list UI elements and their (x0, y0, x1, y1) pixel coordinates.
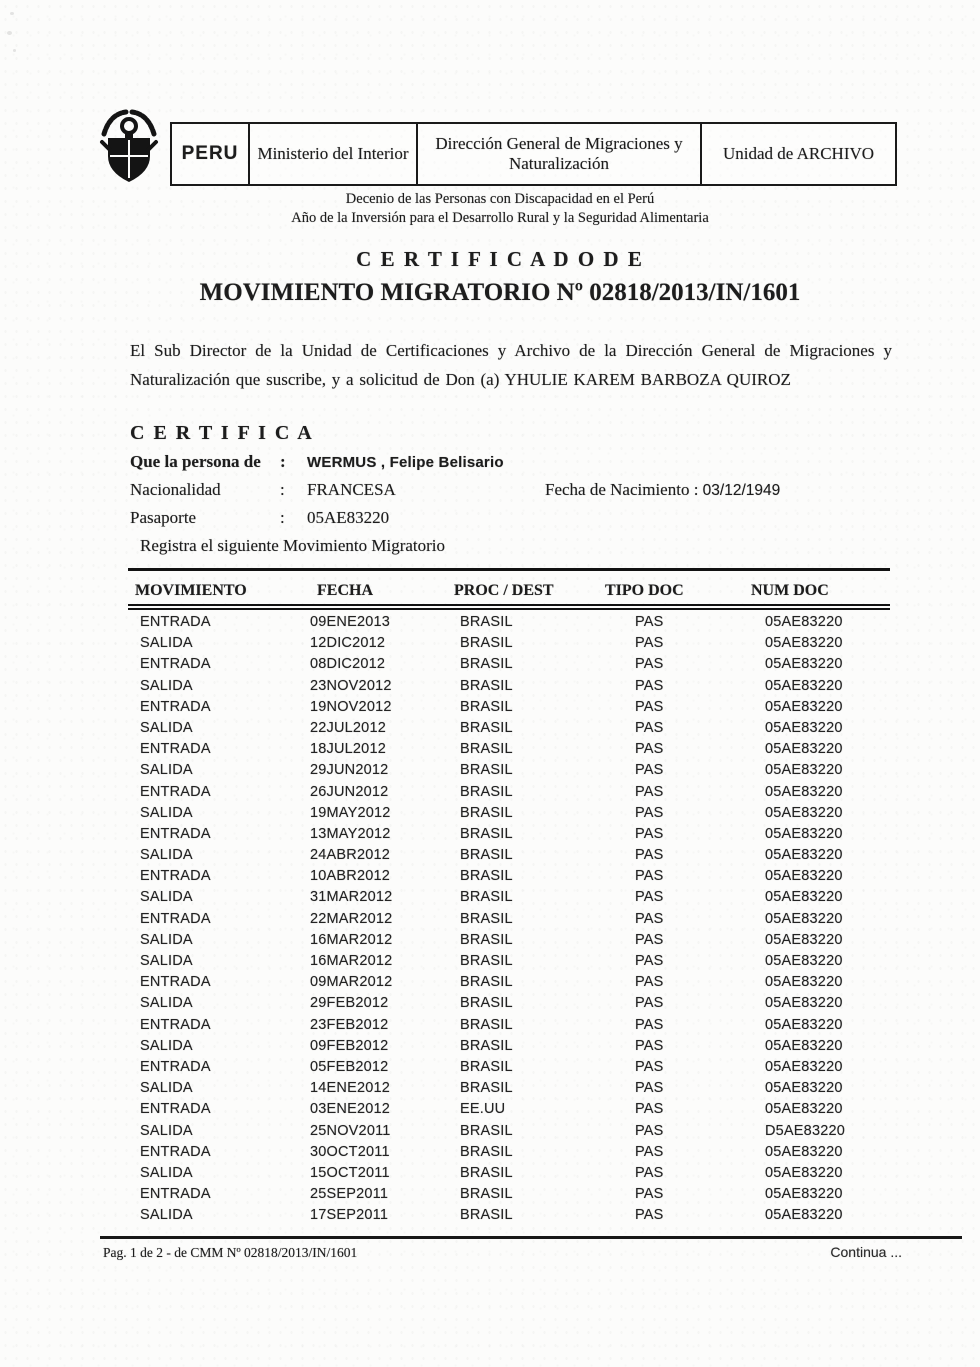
table-cell: SALIDA (140, 995, 193, 1012)
table-row (128, 1015, 890, 1036)
table-cell: PAS (635, 698, 664, 715)
table-row (128, 845, 890, 866)
table-cell: PAS (635, 868, 664, 885)
table-cell: PAS (635, 635, 664, 652)
table-cell: PAS (635, 847, 664, 864)
birthdate-label: Fecha de Nacimiento : (545, 480, 699, 499)
table-cell: 26JUN2012 (310, 783, 389, 800)
table-row (128, 1036, 890, 1057)
table-cell: BRASIL (460, 614, 513, 630)
movement-table-header (128, 577, 890, 604)
table-cell: ENTRADA (140, 910, 211, 927)
table-cell: BRASIL (460, 1058, 513, 1075)
table-cell: 05AE83220 (765, 1037, 843, 1054)
letterhead-cell-ministry: Ministerio del Interior (248, 124, 416, 184)
table-cell: BRASIL (460, 1143, 513, 1160)
table-cell: BRASIL (460, 741, 513, 758)
table-cell: BRASIL (460, 995, 513, 1012)
table-row (128, 633, 890, 654)
table-cell: 05AE83220 (765, 910, 843, 927)
table-row (128, 993, 890, 1014)
table-cell: 09FEB2012 (310, 1037, 389, 1054)
table-cell: 05AE83220 (765, 995, 843, 1012)
footer-page-info: Pag. 1 de 2 - de CMM Nº 02818/2013/IN/1601 (103, 1245, 358, 1260)
table-top-rule (128, 568, 890, 571)
colon-separator: : (280, 508, 285, 527)
table-cell: ENTRADA (140, 1186, 211, 1203)
table-cell: PAS (635, 762, 664, 779)
table-cell: BRASIL (460, 1164, 513, 1181)
table-cell: 30OCT2011 (310, 1143, 390, 1160)
table-cell: SALIDA (140, 762, 193, 779)
passport-line (130, 508, 389, 528)
table-cell: ENTRADA (140, 1101, 211, 1118)
table-cell: 05AE83220 (765, 1058, 843, 1075)
table-row (128, 1142, 890, 1163)
certificate-title-line1: C E R T I F I C A D O D E (356, 247, 644, 271)
col-header-fecha: FECHA (317, 582, 373, 599)
scan-artifact (13, 49, 16, 52)
table-cell: 05AE83220 (765, 1207, 843, 1224)
table-cell: BRASIL (460, 1186, 513, 1203)
table-cell: PAS (635, 931, 664, 948)
col-header-num-doc: NUM DOC (751, 582, 829, 599)
table-cell: 05AE83220 (765, 741, 843, 758)
table-cell: 05AE83220 (765, 804, 843, 821)
table-cell: ENTRADA (140, 1016, 211, 1033)
table-cell: BRASIL (460, 783, 513, 800)
table-cell: PAS (635, 1143, 664, 1160)
table-cell: ENTRADA (140, 974, 211, 991)
table-cell: PAS (635, 1122, 664, 1139)
registers-line: Registra el siguiente Movimiento Migratorio (140, 536, 446, 555)
table-cell: BRASIL (460, 1080, 513, 1097)
table-cell: 05AE83220 (765, 931, 843, 948)
movement-rows (128, 612, 890, 1226)
table-cell: ENTRADA (140, 741, 211, 758)
table-cell: SALIDA (140, 719, 193, 736)
table-cell: ENTRADA (140, 656, 211, 673)
table-cell: SALIDA (140, 1122, 193, 1139)
table-row (128, 1099, 890, 1120)
colon-separator: : (280, 452, 286, 471)
table-cell: PAS (635, 1164, 664, 1181)
birthdate-line (545, 480, 780, 500)
table-row (128, 972, 890, 993)
table-cell: PAS (635, 1016, 664, 1033)
nationality-line (130, 480, 396, 500)
table-cell: 14ENE2012 (310, 1080, 390, 1097)
scan-artifact (10, 12, 14, 15)
table-cell: SALIDA (140, 804, 193, 821)
table-cell: SALIDA (140, 1207, 193, 1224)
table-cell: 05AE83220 (765, 847, 843, 864)
table-cell: ENTRADA (140, 783, 211, 800)
table-cell: BRASIL (460, 953, 513, 969)
table-cell: 05AE83220 (765, 783, 843, 800)
table-cell: SALIDA (140, 889, 193, 906)
table-cell: BRASIL (460, 762, 513, 779)
table-cell: BRASIL (460, 931, 513, 948)
table-row (128, 866, 890, 887)
table-cell: 15OCT2011 (310, 1164, 390, 1181)
table-cell: 05AE83220 (765, 889, 843, 906)
table-cell: ENTRADA (140, 698, 211, 715)
footer-rule (100, 1236, 962, 1239)
table-cell: BRASIL (460, 847, 513, 864)
table-cell: 16MAR2012 (310, 931, 393, 948)
letterhead-cell-peru: PERU (181, 143, 239, 164)
colon-separator: : (280, 480, 285, 499)
table-cell: PAS (635, 889, 664, 906)
person-label: Que la persona de (130, 452, 261, 471)
table-cell: 05AE83220 (765, 1186, 843, 1203)
table-cell: 05AE83220 (765, 953, 843, 969)
table-cell: 05AE83220 (765, 825, 843, 842)
table-cell: SALIDA (140, 1080, 193, 1097)
table-row (128, 1121, 890, 1142)
table-cell: BRASIL (460, 656, 513, 673)
table-row (128, 909, 890, 930)
table-cell: 29FEB2012 (310, 995, 389, 1012)
table-cell: 13MAY2012 (310, 825, 391, 842)
person-line (130, 452, 504, 472)
table-cell: SALIDA (140, 1164, 193, 1181)
col-header-proc-dest: PROC / DEST (454, 582, 554, 599)
table-cell: 19MAY2012 (310, 804, 391, 821)
col-header-movimiento: MOVIMIENTO (135, 582, 247, 599)
letterhead-cell-direccion: Dirección General de Migraciones y Naturalización (416, 124, 700, 184)
table-cell: 05AE83220 (765, 1080, 843, 1097)
table-cell: PAS (635, 614, 664, 630)
table-cell: SALIDA (140, 1037, 193, 1054)
table-cell: BRASIL (460, 889, 513, 906)
table-cell: 05AE83220 (765, 1143, 843, 1160)
birthdate-value: 03/12/1949 (702, 482, 781, 499)
motto-line-2: Año de la Inversión para el Desarrollo Rural y la Seguridad Alimentaria (291, 210, 709, 226)
table-cell: 24ABR2012 (310, 847, 390, 864)
table-cell: 05AE83220 (765, 868, 843, 885)
table-cell: 25NOV2011 (310, 1122, 391, 1139)
table-cell: PAS (635, 825, 664, 842)
table-cell: SALIDA (140, 847, 193, 864)
table-cell: BRASIL (460, 804, 513, 821)
table-cell: PAS (635, 1186, 664, 1203)
table-cell: 05AE83220 (765, 656, 843, 673)
table-cell: 09ENE2013 (310, 614, 390, 630)
table-row (128, 739, 890, 760)
table-cell: BRASIL (460, 719, 513, 736)
table-cell: 05AE83220 (765, 635, 843, 652)
table-row (128, 612, 890, 633)
table-cell: BRASIL (460, 698, 513, 715)
nationality-label: Nacionalidad (130, 480, 221, 499)
table-cell: 08DIC2012 (310, 656, 386, 673)
table-row (128, 1078, 890, 1099)
table-cell: 22MAR2012 (310, 910, 393, 927)
table-cell: PAS (635, 656, 664, 673)
table-cell: BRASIL (460, 1207, 513, 1224)
table-cell: 05AE83220 (765, 974, 843, 991)
table-cell: 17SEP2011 (310, 1207, 389, 1224)
table-cell: PAS (635, 1080, 664, 1097)
table-cell: BRASIL (460, 635, 513, 652)
col-header-tipo-doc: TIPO DOC (605, 582, 684, 599)
table-cell: PAS (635, 953, 664, 969)
certifica-heading: C E R T I F I C A (130, 422, 314, 444)
table-row (128, 951, 890, 972)
motto-line-1: Decenio de las Personas con Discapacidad en el Perú (345, 191, 655, 207)
table-cell: PAS (635, 741, 664, 758)
table-row (128, 930, 890, 951)
table-cell: 05FEB2012 (310, 1058, 389, 1075)
table-cell: PAS (635, 1058, 664, 1075)
table-cell: SALIDA (140, 953, 193, 969)
table-cell: 12DIC2012 (310, 635, 386, 652)
table-cell: BRASIL (460, 868, 513, 885)
table-row (128, 887, 890, 908)
table-cell: ENTRADA (140, 868, 211, 885)
table-cell: ENTRADA (140, 1143, 211, 1160)
table-cell: ENTRADA (140, 825, 211, 842)
table-cell: SALIDA (140, 677, 193, 694)
table-cell: SALIDA (140, 931, 193, 948)
passport-label: Pasaporte (130, 508, 197, 527)
table-row (128, 1205, 890, 1226)
table-row (128, 676, 890, 697)
nationality-value: FRANCESA (307, 480, 396, 499)
table-cell: BRASIL (460, 1122, 513, 1139)
scan-artifact (7, 31, 12, 35)
table-cell: PAS (635, 1101, 664, 1118)
table-cell: 05AE83220 (765, 719, 843, 736)
table-cell: 29JUN2012 (310, 762, 389, 779)
table-cell: PAS (635, 995, 664, 1012)
table-row (128, 1163, 890, 1184)
person-name-value: WERMUS , Felipe Belisario (307, 454, 504, 471)
table-cell: SALIDA (140, 635, 193, 652)
table-row (128, 718, 890, 739)
table-cell: BRASIL (460, 677, 513, 694)
table-cell: D5AE83220 (765, 1122, 845, 1139)
table-cell: 05AE83220 (765, 762, 843, 779)
certificate-title-line2: MOVIMIENTO MIGRATORIO Nº 02818/2013/IN/1601 (199, 279, 801, 306)
table-cell: BRASIL (460, 1037, 513, 1054)
table-cell: 23FEB2012 (310, 1016, 389, 1033)
table-cell: 05AE83220 (765, 1016, 843, 1033)
table-cell: PAS (635, 783, 664, 800)
table-cell: EE.UU (460, 1101, 506, 1118)
table-cell: 16MAR2012 (310, 953, 393, 969)
table-cell: 31MAR2012 (310, 889, 393, 906)
table-cell: 22JUL2012 (310, 719, 386, 736)
passport-value: 05AE83220 (307, 508, 390, 527)
table-cell: PAS (635, 719, 664, 736)
letterhead-cell-archivo: Unidad de ARCHIVO (700, 124, 895, 184)
table-cell: 05AE83220 (765, 1101, 843, 1118)
table-header-rule (128, 604, 890, 610)
footer-continues: Continua ... (830, 1244, 902, 1260)
table-cell: 10ABR2012 (310, 868, 390, 885)
table-cell: 05AE83220 (765, 677, 843, 694)
table-cell: PAS (635, 974, 664, 991)
table-cell: PAS (635, 677, 664, 694)
table-cell: BRASIL (460, 1016, 513, 1033)
table-cell: 25SEP2011 (310, 1186, 389, 1203)
table-row (128, 824, 890, 845)
table-cell: PAS (635, 1037, 664, 1054)
table-row (128, 760, 890, 781)
table-cell: 05AE83220 (765, 1164, 843, 1181)
table-cell: PAS (635, 1207, 664, 1224)
table-row (128, 1184, 890, 1205)
table-cell: 19NOV2012 (310, 698, 392, 715)
table-row (128, 654, 890, 675)
letterhead-table (170, 122, 897, 186)
table-row (128, 803, 890, 824)
table-cell: ENTRADA (140, 1058, 211, 1075)
table-row (128, 782, 890, 803)
table-cell: BRASIL (460, 910, 513, 927)
peru-coat-of-arms-icon (96, 104, 162, 192)
table-cell: 05AE83220 (765, 698, 843, 715)
table-cell: BRASIL (460, 974, 513, 991)
table-row (128, 697, 890, 718)
table-cell: 05AE83220 (765, 614, 843, 630)
table-cell: 23NOV2012 (310, 677, 392, 694)
table-cell: ENTRADA (140, 614, 211, 630)
table-cell: 18JUL2012 (310, 741, 386, 758)
table-cell: BRASIL (460, 825, 513, 842)
table-cell: 03ENE2012 (310, 1101, 390, 1118)
table-cell: PAS (635, 910, 664, 927)
intro-paragraph: El Sub Director de la Unidad de Certificaciones y Archivo de la Dirección General de Migraciones y Naturalización que suscribe, y a solicitud de Don (a) YHULIE KAREM BARBOZA QUIROZ (130, 341, 892, 389)
table-cell: PAS (635, 804, 664, 821)
table-row (128, 1057, 890, 1078)
table-cell: 09MAR2012 (310, 974, 393, 991)
